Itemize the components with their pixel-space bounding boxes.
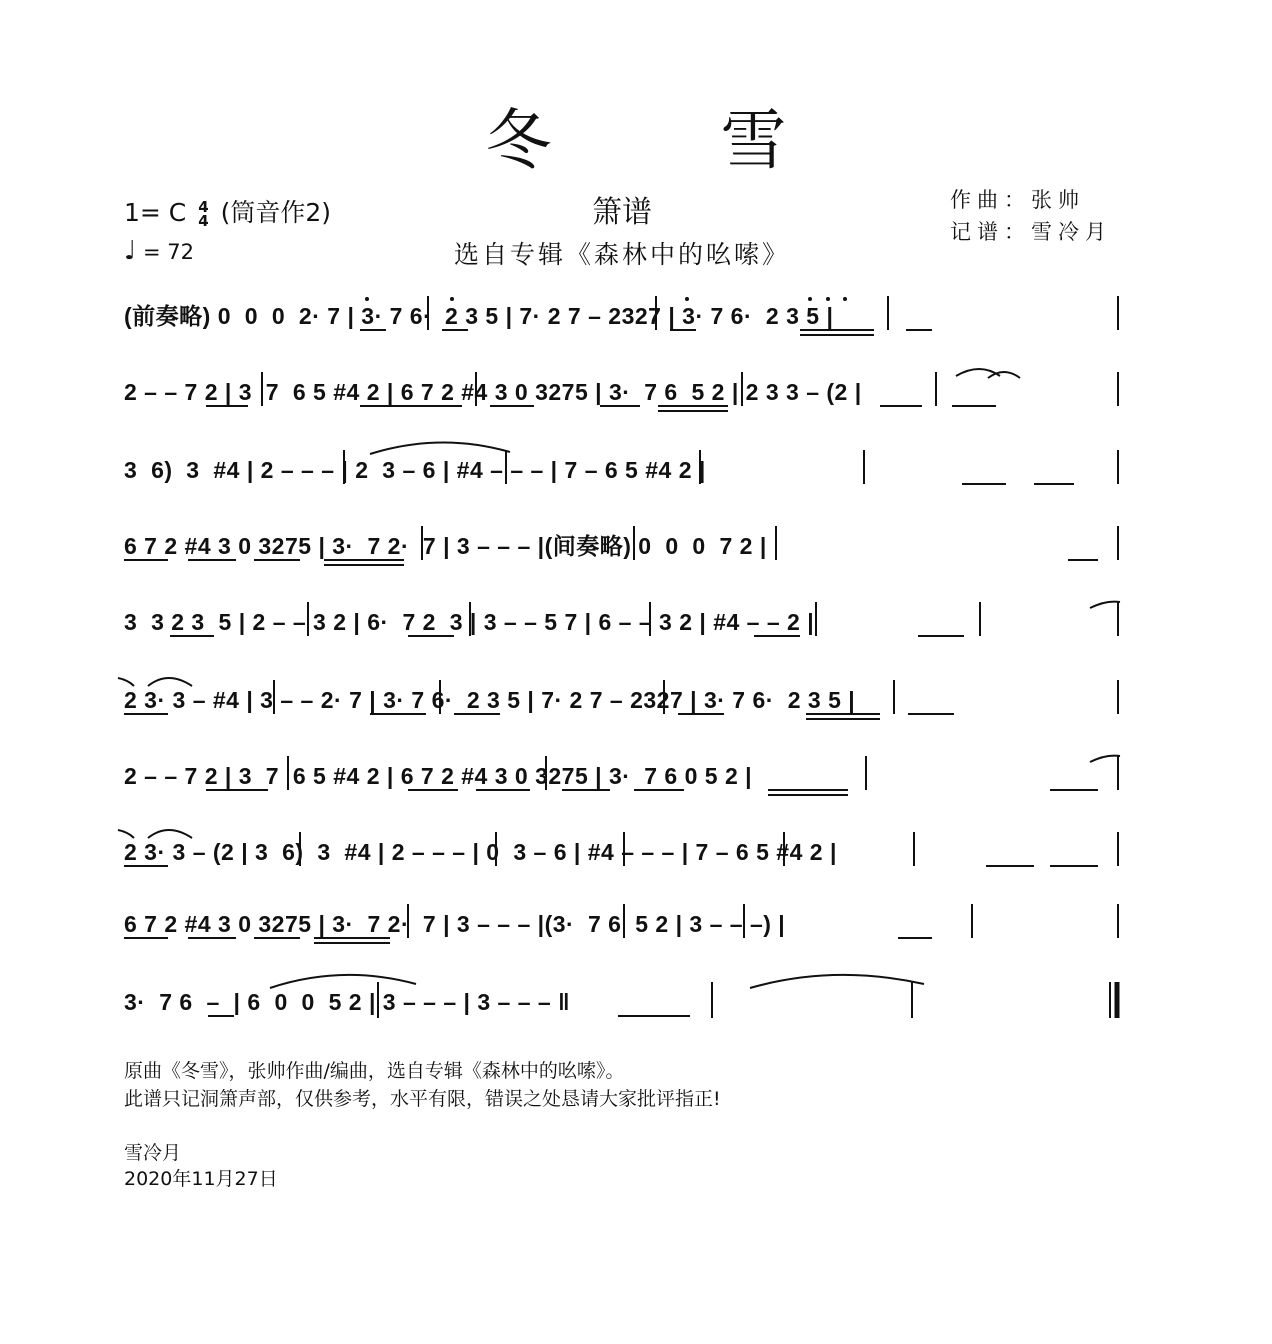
time-numerator: 4 <box>198 198 209 216</box>
line-2-notes: 2 – – 7 2 | 3 7 6 5 #4 2 | 6 7 2 #4 3 0 3275 | 3· 7 6 5 2 | 2 3 3 – (2 | <box>124 379 862 405</box>
score-line-8 <box>124 826 1120 886</box>
line-3-notes: 3 6) 3 #4 | 2 – – – | 2 3 – 6 | #4 – – – | 7 – 6 5 #4 2 | <box>124 457 706 483</box>
quarter-note-icon: ♩ <box>124 236 137 266</box>
score-line-5 <box>124 596 1120 656</box>
key-label: 1= C <box>124 198 187 227</box>
footer-author: 雪冷月 <box>124 1142 182 1164</box>
score-line-7 <box>124 750 1120 810</box>
time-signature <box>198 200 208 228</box>
tempo-marking <box>124 238 194 264</box>
line-10-notes: 3· 7 6 – | 6 0 0 5 2 | 3 – – – | 3 – – – ‖ <box>124 989 571 1015</box>
score-line-3 <box>124 444 1120 504</box>
score-line-10 <box>124 976 1120 1036</box>
score-line-2 <box>124 366 1120 426</box>
song-title: 冬 雪 <box>485 102 861 179</box>
line-1-notes: (前奏略) 0 0 0 2· 7 | 3· 7 6· 2 3 5 | 7· 2 7 – 2327 | 3· 7 6· 2 3 5 | <box>124 303 834 329</box>
line-7-notes: 2 – – 7 2 | 3 7 6 5 #4 2 | 6 7 2 #4 3 0 3275 | 3· 7 6 0 5 2 | <box>124 763 753 789</box>
time-denominator: 4 <box>198 212 209 230</box>
line-8-notes: 2 3· 3 – (2 | 3 6) 3 #4 | 2 – – – | 0 3 – 6 | #4 – – – | 7 – 6 5 #4 2 | <box>124 839 837 865</box>
key-signature <box>124 200 331 228</box>
footer-note-disclaimer: 此谱只记洞箫声部，仅供参考，水平有限，错误之处恳请大家批评指正! <box>124 1088 721 1110</box>
score-line-9 <box>124 898 1120 958</box>
score-line-1 <box>124 290 1120 350</box>
transcriber-credit: 记谱：雪冷月 <box>950 220 1112 244</box>
score-line-6 <box>124 674 1120 734</box>
score-line-4 <box>124 520 1120 580</box>
fingering-label: (筒音作2) <box>220 198 332 227</box>
composer-credit: 作曲：张帅 <box>950 188 1085 212</box>
footer-date: 2020年11月27日 <box>124 1168 278 1190</box>
footer-note-origin: 原曲《冬雪》，张帅作曲/编曲，选自专辑《森林中的吆嗦》。 <box>124 1060 625 1082</box>
album-source: 选自专辑《森林中的吆嗦》 <box>453 240 790 269</box>
line-4-notes: 6 7 2 #4 3 0 3275 | 3· 7 2· 7 | 3 – – – |(间奏略) 0 0 0 7 2 | <box>124 533 767 559</box>
score-type: 箫谱 <box>592 195 652 230</box>
line-6-notes: 2 3· 3 – #4 | 3 – – 2· 7 | 3· 7 6· 2 3 5 | 7· 2 7 – 2327 | 3· 7 6· 2 3 5 | <box>124 687 856 713</box>
line-9-notes: 6 7 2 #4 3 0 3275 | 3· 7 2· 7 | 3 – – – |(3· 7 6 5 2 | 3 – – –) | <box>124 911 786 937</box>
line-5-notes: 3 3 2 3 5 | 2 – – 3 2 | 6· 7 2 3 | 3 – – 5 7 | 6 – – 3 2 | #4 – – 2 | <box>124 609 815 635</box>
tempo-value: = 72 <box>142 240 194 264</box>
